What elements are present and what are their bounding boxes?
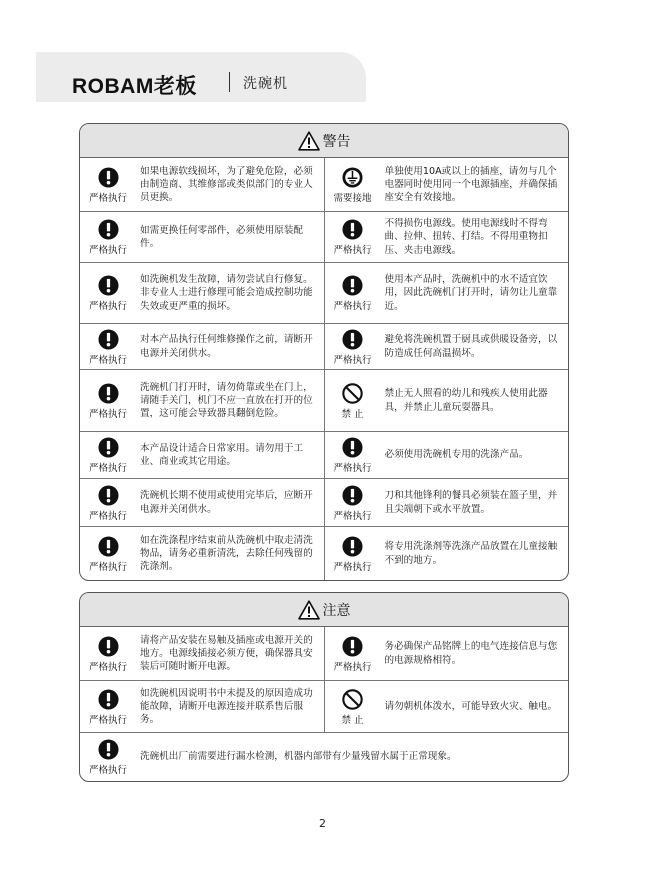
warning-text: 洗碗机门打开时，请勿倚靠或坐在门上，请随手关门，机门不应一直放在打开的位置，这可能会导致器具翻倒危险。 [140,381,313,420]
warning-item [80,324,325,369]
mandatory-icon [342,437,363,458]
mandatory-icon [98,437,119,458]
caution-title: 注意 [322,602,351,619]
warning-item [325,479,569,526]
prohibited-icon [342,383,363,404]
header-divider [229,72,230,92]
warning-item [325,212,569,262]
warning-text: 如在洗涤程序结束前从洗碗机中取走清洗物品，请务必重新清洗，去除任何残留的洗涤剂。 [140,534,313,573]
warning-item [80,370,325,431]
icon-label: 严格执行 [333,510,372,522]
warning-row [80,370,568,432]
warning-text: 刀和其他锋利的餐具必须装在篮子里，并且尖端朝下或水平放置。 [384,490,558,515]
caution-item [325,627,569,680]
warning-item [325,370,569,431]
mandatory-icon [98,739,119,760]
product-name: 洗碗机 [243,76,288,92]
icon-label: 严格执行 [88,714,127,726]
icon-label: 严格执行 [88,765,127,776]
mandatory-icon [98,485,119,506]
brand-logo: ROBAM老板 [72,75,197,98]
mandatory-icon [98,329,119,350]
warning-text: 单独使用10A或以上的插座，请勿与几个电器同时使用同一个电源插座，并确保插座安全有效接地。 [384,165,558,204]
mandatory-icon [98,167,119,188]
warning-item [325,158,569,211]
icon-label: 严格执行 [88,408,127,420]
caution-text: 务必确保产品铭牌上的电气连接信息与您的电源规格相符。 [384,641,558,666]
warning-row [80,324,568,370]
caution-text: 请勿朝机体泼水，可能导致火灾、触电。 [384,700,558,712]
caution-text: 洗碗机出厂前需要进行漏水检测，机器内部带有少量残留水属于正常现象。 [140,751,457,763]
warning-row [80,527,568,580]
mandatory-icon [98,636,119,657]
icon-label: 严格执行 [88,192,127,204]
icon-label: 严格执行 [333,301,372,312]
warning-text: 如果电源软线损坏，为了避免危险，必须由制造商、其维修部或类似部门的专业人员更换。 [140,165,313,204]
warning-text: 禁止无人照看的幼儿和残疾人使用此器具，并禁止儿童玩耍器具。 [384,388,548,413]
icon-label: 严格执行 [88,510,127,522]
mandatory-icon [342,219,363,240]
prohibited-icon [342,689,363,710]
icon-label: 禁 止 [341,714,364,726]
warning-text: 洗碗机长期不使用或使用完毕后，应断开电源并关闭供水。 [140,490,313,515]
warning-row [80,212,568,263]
warning-text: 将专用洗涤剂等洗涤产品放置在儿童接触不到的地方。 [384,541,558,566]
mandatory-icon [342,329,363,350]
page-number: 2 [319,817,326,830]
mandatory-icon [98,219,119,240]
caution-row [80,627,568,681]
warning-text: 不得损伤电源线。使用电源线时不得弯曲、拉伸、扭转、打结。不得用重物扣压、夹击电源线。 [384,218,548,256]
caution-header [80,593,568,627]
mandatory-icon [342,485,363,506]
caution-text: 请将产品安装在易触及插座或电源开关的地方。电源线插接必须方便，确保器具安装后可随时断开电源。 [140,634,313,673]
warning-item [80,263,325,323]
warning-item [325,432,569,478]
warning-header [80,124,568,158]
warning-row [80,263,568,324]
warning-item [80,432,325,478]
mandatory-icon [98,275,119,296]
icon-label: 严格执行 [333,245,372,256]
icon-label: 严格执行 [88,463,127,474]
warning-item [325,527,569,580]
caution-panel [79,592,569,782]
icon-label: 严格执行 [88,661,127,673]
warning-text: 如洗碗机发生故障，请勿尝试自行修复。非专业人士进行修理可能会造成控制功能失效或更严重的损坏。 [140,274,313,312]
warning-row [80,432,568,479]
icon-label: 需要接地 [333,192,372,204]
warning-panel [79,123,569,581]
warning-item [80,527,325,580]
caution-item [80,681,325,732]
warning-text: 如需更换任何零部件，必须使用原装配件。 [140,224,304,249]
mandatory-icon [98,383,119,404]
mandatory-icon [98,689,119,710]
caution-row [80,733,568,781]
warning-item [80,212,325,262]
warning-item [80,479,325,526]
icon-label: 严格执行 [333,661,372,673]
mandatory-icon [342,636,363,657]
warning-text: 对本产品执行任何维修操作之前，请断开电源并关闭供水。 [140,334,313,359]
caution-item [80,627,325,680]
warning-item [80,158,325,211]
warning-text: 必须使用洗碗机专用的洗涤产品。 [384,449,529,461]
icon-label: 严格执行 [88,301,127,312]
mandatory-icon [98,536,119,557]
warning-row [80,158,568,212]
warning-title: 警告 [322,133,351,150]
warning-triangle-icon [298,600,320,620]
warning-row [80,479,568,527]
icon-label: 禁 止 [341,408,364,420]
warning-item [325,263,569,323]
icon-label: 严格执行 [88,354,127,366]
warning-triangle-icon [298,131,320,151]
mandatory-icon [342,275,363,296]
icon-label: 严格执行 [88,245,127,256]
caution-row [80,681,568,733]
icon-label: 严格执行 [333,561,372,573]
caution-text: 如洗碗机因说明书中未提及的原因造成功能故障，请断开电源连接并联系售后服务。 [140,687,313,726]
caution-item [80,733,568,781]
icon-label: 严格执行 [333,463,372,474]
warning-text: 避免将洗碗机置于厨具或供暖设备旁，以防造成任何高温损坏。 [384,334,558,359]
warning-text: 使用本产品时，洗碗机中的水不适宜饮用，因此洗碗机门打开时，请勿让儿童靠近。 [384,274,558,312]
warning-text: 本产品设计适合日常家用。请勿用于工业、商业或其它用途。 [140,442,304,467]
icon-label: 严格执行 [88,561,127,573]
ground-icon [342,167,363,188]
warning-item [325,324,569,369]
mandatory-icon [342,536,363,557]
icon-label: 严格执行 [333,354,372,366]
caution-item [325,681,569,732]
